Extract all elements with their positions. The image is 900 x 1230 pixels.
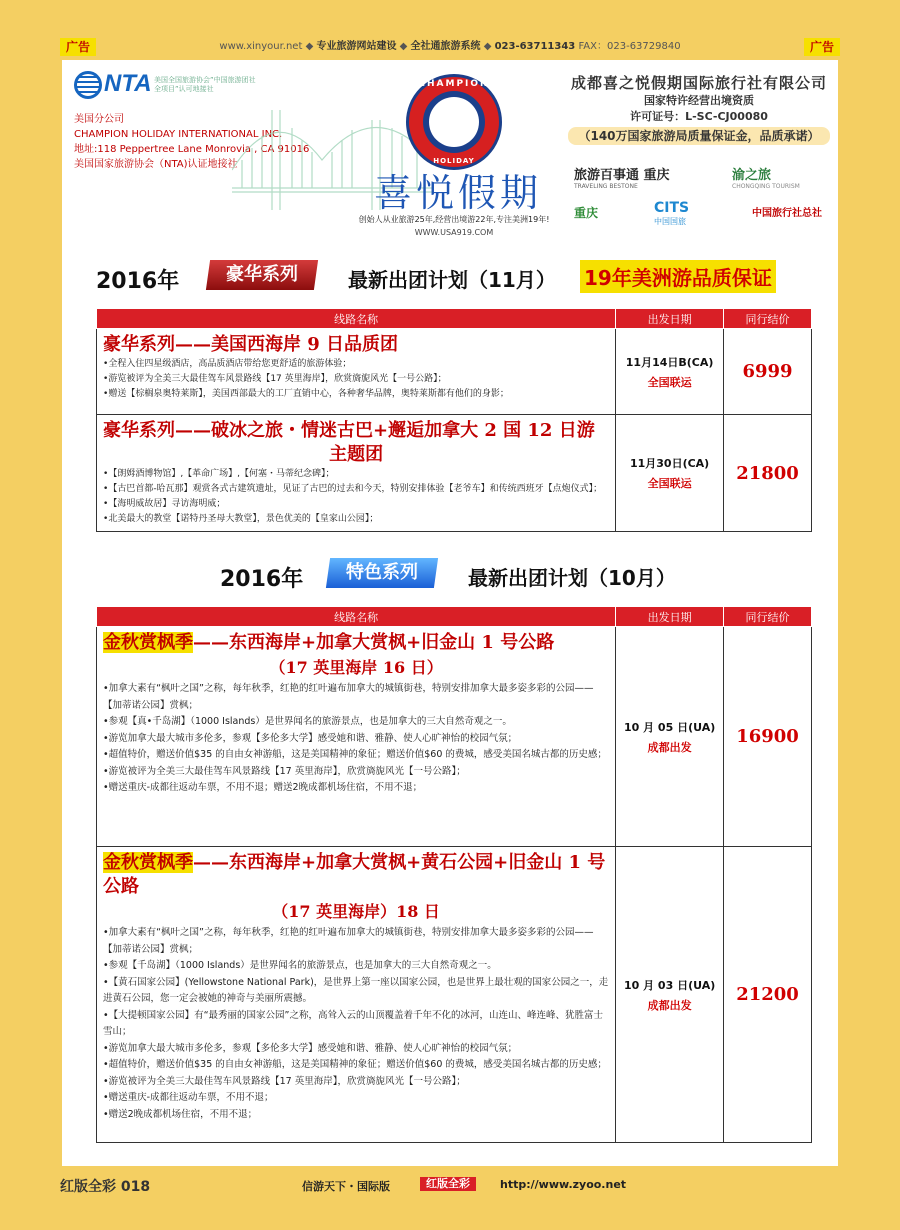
top-service1: 专业旅游网站建设 [316,41,397,52]
brand-subtitle: 创始人从业旅游25年,经营出境游22年,专注美洲19年! [358,215,550,224]
tour-title-highlight: 金秋赏枫季 [103,632,193,653]
tour-date-note: 成都出发 [647,740,692,754]
tour-subtitle: （17 英里海岸 16 日） [269,658,443,677]
tour-name-cell [97,415,616,532]
tour-date: 11月14日B(CA) [625,355,714,369]
partner-logo-bestone: 旅游百事通 重庆 TRAVELING BESTONE [574,168,670,190]
tour-price: 21200 [736,984,799,1005]
us-name-en: CHAMPION HOLIDAY INTERNATIONAL INC. [74,129,283,140]
tour-date: 10 月 05 日(UA) [623,720,716,734]
top-bar [0,38,900,58]
globe-icon [429,97,479,147]
header-date: 出发日期 [616,607,724,627]
tour-points [103,357,609,402]
header-price: 同行结价 [724,309,812,329]
partner-logo-yuzhilv: 渝之旅 CHONGQING TOURISM [732,168,800,190]
section2-ribbon: 特色系列 [326,558,438,588]
tour-name-cell [97,329,616,415]
tour-date-cell [616,329,724,415]
tour-date-note: 成都出发 [647,998,692,1012]
tour-point: • 加拿大素有“枫叶之国”之称，每年秋季，红艳的红叶遍布加拿大的城镇街巷，特别安排加拿大最多姿多彩的公园——【加蒂诺公园】赏枫； [103,681,609,714]
tour-point: • 游览被评为全美三大最佳驾车风景路线【17 英里海岸】，欣赏旖旎风光【一号公路】； [103,1074,609,1091]
tour-point: • 游览加拿大最大城市多伦多，参观【多伦多大学】感受她和谐、雅静、使人心旷神怡的校园气氛； [103,1041,609,1058]
tour-point: • 加拿大素有“枫叶之国”之称，每年秋季，红艳的红叶遍布加拿大的城镇街巷，特别安排加拿大最多姿多彩的公园——【加蒂诺公园】赏枫； [103,925,609,958]
tour-point: • 【古巴首都-哈瓦那】观赏各式古建筑遗址，见证了古巴的过去和今天，特别安排体验【老爷车】和传统西班牙【点炮仪式】； [103,482,609,497]
tour-point: • 超值特价，赠送价值$35 的自由女神游船，这是美国精神的象征；赠送价值$60 的费城，感受美国名城古都的历史感； [103,1057,609,1074]
tour-point: • 【朗姆酒博物馆】,【革命广场】,【何塞・马蒂纪念碑】； [103,467,609,482]
partner-logo-cts: 中国旅行社总社 [752,208,822,219]
section1-plan: 最新出团计划（11月） [348,268,556,292]
nta-logo: NTA [74,70,152,99]
table-row[interactable] [97,847,812,1143]
tour-point: • 参观【千岛湖】（1000 Islands）是世界闻名的旅游景点，也是加拿大的三大自然奇观之一。 [103,958,609,975]
tour-table-special [96,606,812,1143]
footer-page: 红版全彩 018 [60,1179,151,1195]
tour-point: • 【黄石国家公园】(Yellowstone National Park)，是世界上第一座以国家公园，也是世界上最壮观的国家公园之一，走进黄石公园，您一定会被她的神奇与美丽所震撼。 [103,975,609,1008]
tour-point: • 赠送重庆-成都往返动车票，不用不退；赠送2晚成都机场住宿，不用不退； [103,780,609,797]
top-site[interactable]: www.xinyour.net [219,41,303,52]
header-route: 线路名称 [97,309,616,329]
tour-date-cell [616,847,724,1143]
partner-logo-cits: CITS 中国国旅 [654,200,690,226]
brand-url[interactable]: WWW.USA919.COM [414,228,494,237]
tour-name-cell [97,627,616,847]
tour-point: • 北美最大的教堂【诺特丹圣母大教堂】，景色优美的【皇家山公园】； [103,512,609,527]
tour-point: • 参观【真•千岛湖】（1000 Islands）是世界闻名的旅游景点，也是加拿大的三大自然奇观之一。 [103,714,609,731]
brand-title: 喜悦假期 [373,171,542,215]
table-row[interactable] [97,329,812,415]
agency-pledge: （140万国家旅游局质量保证金，品质承诺） [568,127,829,145]
tour-point: • 超值特价，赠送价值$35 的自由女神游船，这是美国精神的象征；赠送价值$60 的费城，感受美国名城古都的历史感； [103,747,609,764]
section2-year: 2016年 [220,567,304,592]
tour-points [103,925,609,1123]
tour-title: 豪华系列——美国西海岸 9 日品质团 [103,334,399,355]
partner-logo-chongqing: 重庆 [574,206,599,220]
tour-date-cell [616,627,724,847]
tour-point: • 【大提顿国家公园】有“最秀丽的国家公园”之称，高耸入云的山顶覆盖着千年不化的冰河，山连山、峰连峰、犹胜富士雪山； [103,1008,609,1041]
tour-price-cell [724,415,812,532]
tour-subtitle: （17 英里海岸）18 日 [272,902,440,921]
tour-point: • 赠送【棕榈泉奥特莱斯】，美国西部最大的工厂直销中心，各种奢华品牌，奥特莱斯都有他们的身影； [103,387,609,402]
top-fax: FAX：023-63729840 [578,41,681,52]
tour-date-cell [616,415,724,532]
header-date: 出发日期 [616,309,724,329]
top-line: www.xinyour.net ◆ 专业旅游网站建设 ◆ 全社通旅游系统 ◆ 023-63711343 FAX：023-63729840 [219,41,681,52]
header-price: 同行结价 [724,607,812,627]
tour-points [103,681,609,797]
top-service2: 全社通旅游系统 [410,41,481,52]
tour-price-cell [724,329,812,415]
agency-license-type: 国家特许经营出境资质 [644,94,754,107]
tour-price: 16900 [736,726,799,747]
tour-date: 10 月 03 日(UA) [623,978,716,992]
agency-name: 成都喜之悦假期国际旅行社有限公司 [570,74,827,92]
us-branch: 美国分公司 [74,114,124,125]
section1-year: 2016年 [96,269,180,294]
tour-price-cell [724,627,812,847]
nta-subtitle: 美国全国旅游协会”中国旅游团社 全项目”认可地接社 [154,76,256,93]
table-header [97,607,812,627]
section1-ribbon: 豪华系列 [206,260,318,290]
tour-title: 豪华系列——破冰之旅・情迷古巴+邂逅加拿大 2 国 12 日游 [103,420,595,441]
agency-license-number: 许可证号：L-SC-CJ00080 [630,110,768,123]
tour-point: • 游览加拿大最大城市多伦多，参观【多伦多大学】感受她和谐、雅静、使人心旷神怡的校园气氛； [103,731,609,748]
section1-quality: 19年美洲游品质保证 [580,260,776,293]
tour-point: • 游览被评为全美三大最佳驾车风景路线【17 英里海岸】，欣赏旖旎风光【一号公路】； [103,372,609,387]
tour-point: • 【海明威故居】寻访海明威； [103,497,609,512]
tour-title-line2: 主题团 [329,444,384,465]
tour-price: 6999 [742,361,793,382]
champion-logo: CHAMPION HOLIDAY [406,74,502,170]
tour-title: 金秋赏枫季——东西海岸+加拿大赏枫+黄石公园+旧金山 1 号公路 [103,852,606,897]
header [62,60,838,248]
tour-price-cell [724,847,812,1143]
tour-table-luxury [96,308,812,532]
us-cert: 美国国家旅游协会（NTA)认证地接社 [74,159,238,170]
tour-point: • 赠送重庆-成都往返动车票，不用不退； [103,1090,609,1107]
section2-plan: 最新出团计划（10月） [468,566,676,590]
page-sheet [62,60,838,1166]
tour-date: 11月30日(CA) [629,457,710,470]
agency-info [564,72,834,145]
footer [0,1172,900,1196]
table-row[interactable] [97,415,812,532]
tour-point: • 赠送2晚成都机场住宿，不用不退； [103,1107,609,1124]
tour-point: • 全程入住四星级酒店，高品质酒店带给您更舒适的旅游体验； [103,357,609,372]
ad-tag-right: 广告 [804,38,840,56]
tour-name-cell [97,847,616,1143]
header-route: 线路名称 [97,607,616,627]
tour-title: 金秋赏枫季——东西海岸+加拿大赏枫+旧金山 1 号公路 [103,632,555,653]
tour-title-highlight: 金秋赏枫季 [103,852,193,873]
tour-point: • 游览被评为全美三大最佳驾车风景路线【17 英里海岸】，欣赏旖旎风光【一号公路】； [103,764,609,781]
us-address: 地址:118 Peppertree Lane Monrovia , CA 91016 [74,144,310,155]
top-phone: 023-63711343 [494,41,576,52]
tour-points [103,467,609,527]
footer-url[interactable]: http://www.zyoo.net [500,1178,627,1191]
tour-price: 21800 [736,462,799,484]
ad-tag-left: 广告 [60,38,96,56]
nta-globe-icon [74,71,102,99]
section2-title [62,556,838,596]
tour-date-note: 全国联运 [647,477,692,490]
footer-slogan: 信游天下・国际版 [302,1180,390,1193]
footer-badge: 红版全彩 [420,1177,476,1191]
section1-title [62,258,838,298]
tour-date-note: 全国联运 [647,375,692,389]
table-row[interactable] [97,627,812,847]
table-header [97,309,812,329]
